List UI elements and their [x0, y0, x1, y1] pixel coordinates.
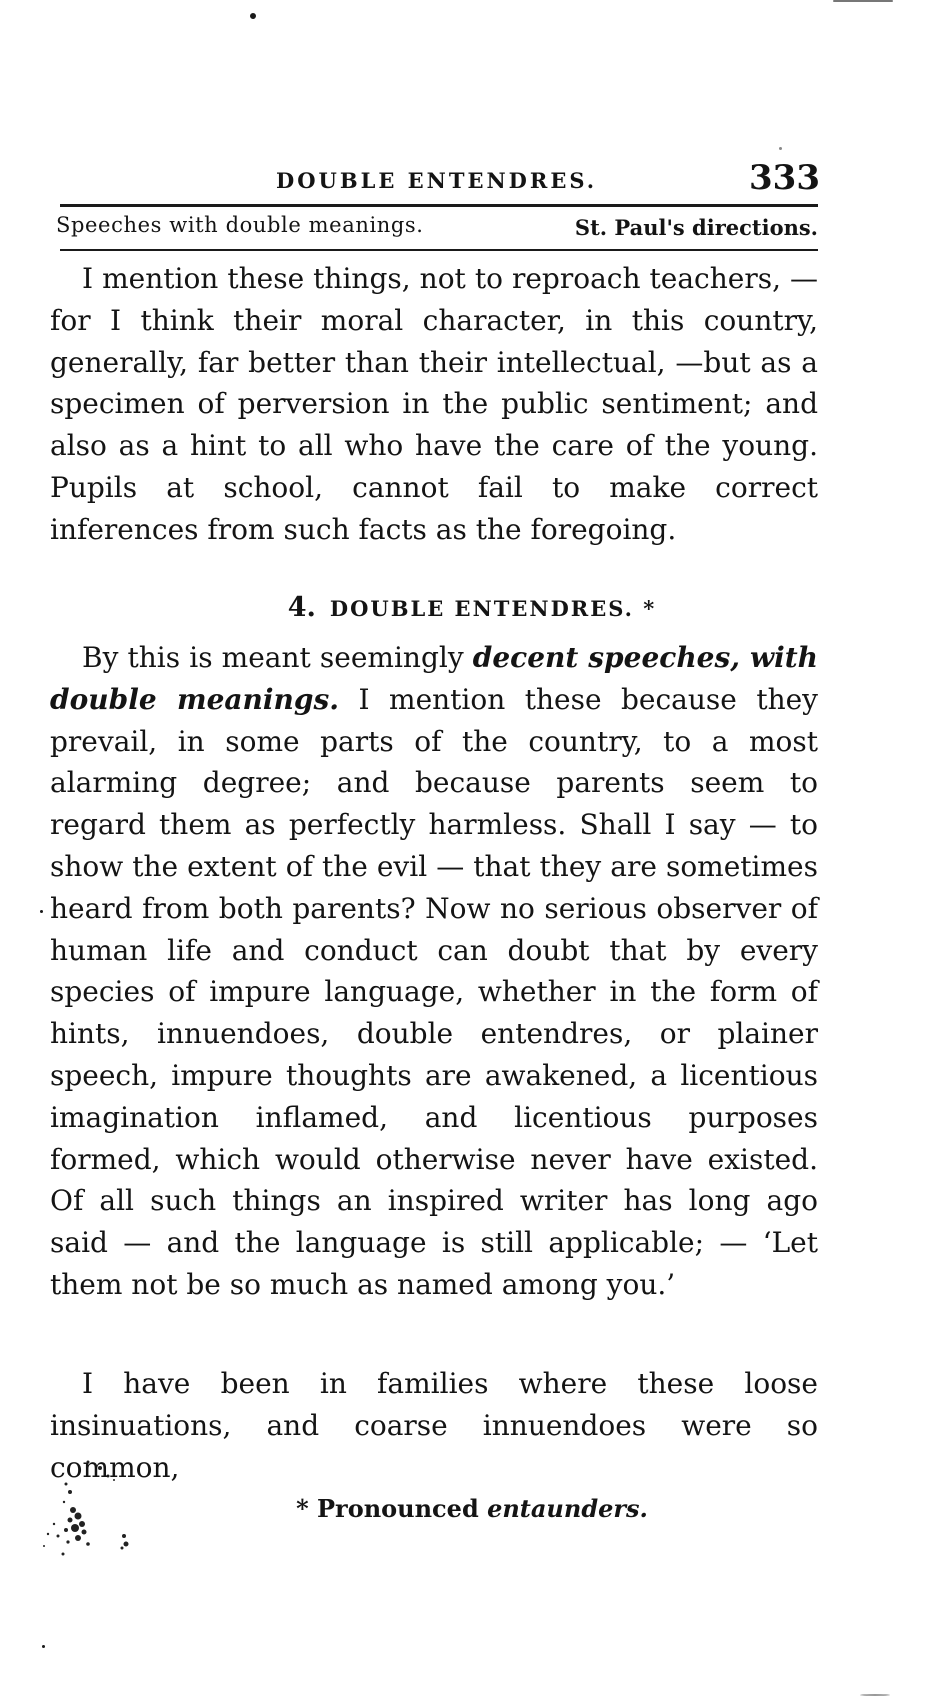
paragraph-2-start: By this is meant seemingly: [82, 641, 473, 674]
paragraph-3: [50, 1363, 818, 1488]
footnote-text: * Pronounced: [296, 1494, 488, 1523]
section-number: 4.: [287, 592, 316, 623]
paragraph-1-text: I mention these things, not to reproach teachers, —for I think their moral character, in this country, generally, far better than their intellectual, —but as a specimen of perversion in the public sentiment; and also as a hint to all who have the care of the young. Pupils at school, cannot fail to make correct inferences from such facts as the foregoing.: [50, 262, 818, 546]
header-rule-top: [60, 204, 818, 207]
ink-speck: [860, 1694, 890, 1696]
ink-speck: [833, 0, 893, 2]
footnote: [0, 1494, 944, 1523]
section-heading: [0, 592, 944, 623]
ink-speck: [779, 147, 782, 150]
ink-speck: [42, 1645, 45, 1648]
subhead-right: St. Paul's directions.: [574, 215, 818, 240]
ink-speck: [250, 13, 256, 19]
paragraph-2-rest: I mention these because they prevail, in some parts of the country, to a most alarming degree; and because parents seem to regard them as perfectly harmless. Shall I say — to show the extent of the evil — that they are sometimes heard from both parents? Now no serious observer of human life and conduct can doubt that by every species of impure language, whether in the form of hints, innuendoes, double entendres, or plainer speech, impure thoughts are awakened, a licentious imagination inflamed, and licentious purposes formed, which would otherwise never have existed. Of all such things an inspired writer has long ago said — and the language is still applicable; — ‘Let them not be so much as named among you.’: [50, 682, 819, 1301]
paragraph-2-italic: decent speeches, with double meanings.: [50, 641, 818, 716]
paragraph-2: [50, 637, 818, 1306]
running-title: DOUBLE ENTENDRES.: [276, 168, 598, 193]
section-title: DOUBLE ENTENDRES. *: [329, 596, 657, 621]
header-rule-bottom: [60, 249, 818, 251]
page-number: 333: [749, 158, 820, 198]
running-header: [54, 158, 820, 198]
paragraph-1: [50, 258, 818, 551]
subhead-left: Speeches with double meanings.: [56, 213, 424, 237]
footnote-italic: entaunders.: [487, 1494, 648, 1523]
ink-speck: [40, 910, 43, 913]
paragraph-3-text: I have been in families where these loose insinuations, and coarse innuendoes were so common,: [50, 1367, 818, 1484]
